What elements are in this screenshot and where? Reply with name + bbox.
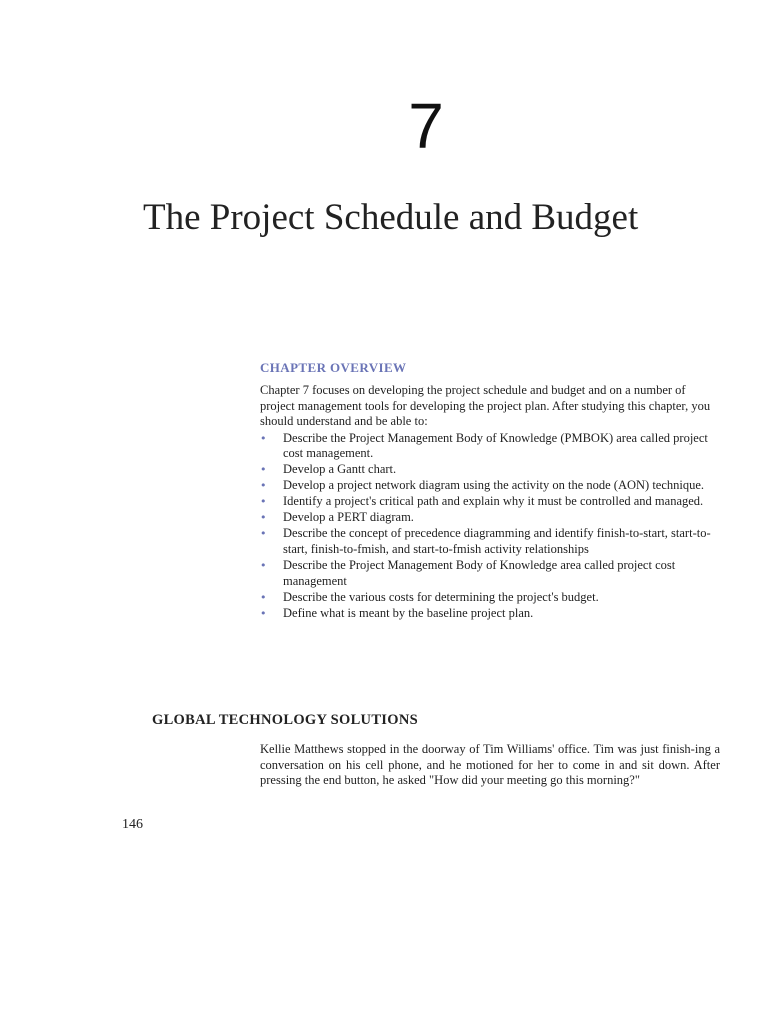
bullet-icon: • [260,495,267,509]
objective-item [260,478,722,494]
bullet-icon: • [260,463,267,477]
objective-item [260,558,722,589]
objective-text: Describe the Project Management Body of Knowledge (PMBOK) area called project cost management. [283,430,708,460]
bullet-icon: • [260,479,267,493]
bullet-icon: • [260,559,267,573]
overview-intro: Chapter 7 focuses on developing the project schedule and budget and on a number of project management tools for developing the project plan. After studying this chapter, you should understand and be able to: [260,383,711,428]
objective-item [260,526,722,557]
objective-text: Describe the concept of precedence diagramming and identify finish-to-start, start-to-start, finish-to-fmish, and start-to-fmish activity relationships [283,526,711,556]
bullet-icon: • [260,590,267,604]
objective-text: Identify a project's critical path and explain why it must be controlled and managed. [283,494,704,509]
objective-item [260,510,722,526]
bullet-icon: • [260,527,267,541]
bullet-icon: • [260,511,267,525]
objective-item [260,590,722,606]
objective-text: Develop a PERT diagram. [283,510,414,525]
bullet-icon: • [260,431,267,445]
section-heading: GLOBAL TECHNOLOGY SOLUTIONS [152,712,418,728]
objective-text: Develop a Gantt chart. [283,462,397,477]
chapter-title: The Project Schedule and Budget [143,197,639,238]
story-paragraph: Kellie Matthews stopped in the doorway of Tim Williams' office. Tim was just finish-ing a conversation on his cell phone, and he motioned for her to come in and sit down. After pressing the end button, he asked "How did your meeting go this morning?" [260,742,720,787]
objective-text: Describe the Project Management Body of Knowledge area called project cost management [283,558,676,588]
objective-text: Describe the various costs for determining the project's budget. [283,589,599,604]
objective-item [260,606,722,622]
chapter-overview [260,359,722,622]
objective-item [260,494,722,510]
page-number: 146 [122,817,143,832]
chapter-number: 7 [408,90,444,162]
objective-item [260,431,722,462]
bullet-icon: • [260,606,267,620]
objectives-list [260,431,722,622]
objective-text: Develop a project network diagram using the activity on the node (AON) technique. [283,478,705,493]
objective-text: Define what is meant by the baseline project plan. [283,605,534,620]
objective-item [260,462,722,478]
overview-heading: CHAPTER OVERVIEW [260,360,407,375]
